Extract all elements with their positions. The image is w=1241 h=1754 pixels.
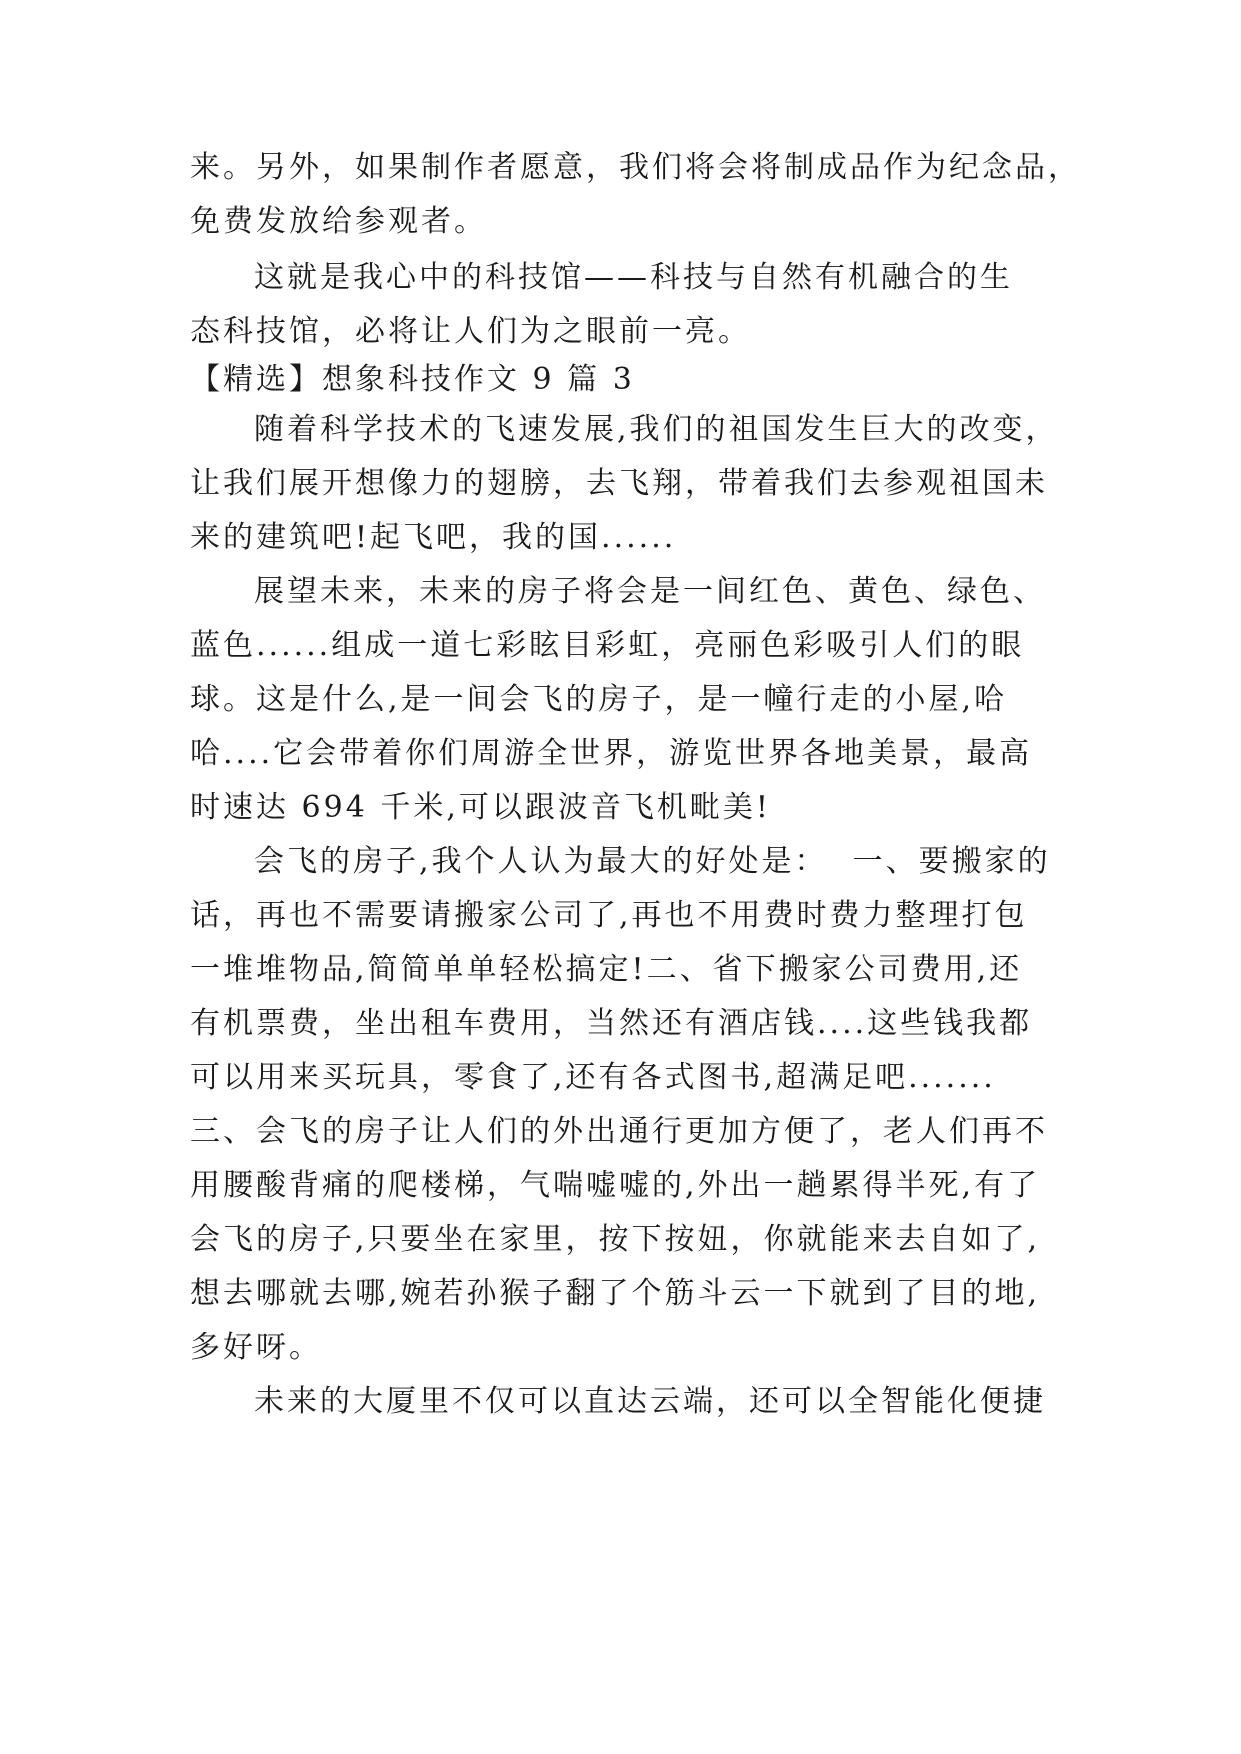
text-line: 多好呀。 bbox=[190, 1330, 322, 1365]
text-line: 蓝色......组成一道七彩眩目彩虹，亮丽色彩吸引人们的眼 bbox=[190, 628, 1025, 663]
paragraph-first-line: 会飞的房子,我个人认为最大的好处是： 一、要搬家的 bbox=[254, 844, 1051, 879]
text-line: 可以用来买玩具，零食了,还有各式图书,超满足吧....... bbox=[190, 1060, 996, 1095]
text-line: 会飞的房子,只要坐在家里，按下按妞，你就能来去自如了, bbox=[190, 1222, 1041, 1257]
text-line: 让我们展开想像力的翅膀，去飞翔，带着我们去参观祖国未 bbox=[190, 466, 1048, 501]
text-line: 话，再也不需要请搬家公司了,再也不用费时费力整理打包 bbox=[190, 898, 1028, 933]
paragraph-first-line: 这就是我心中的科技馆——科技与自然有机融合的生 bbox=[254, 260, 1013, 295]
paragraph-first-line: 未来的大厦里不仅可以直达云端，还可以全智能化便捷 bbox=[254, 1384, 1046, 1419]
paragraph-first-line: 展望未来，未来的房子将会是一间红色、黄色、绿色、 bbox=[254, 574, 1046, 609]
text-line: 来。另外，如果制作者愿意，我们将会将制成品作为纪念品， bbox=[190, 150, 1081, 185]
section-heading: 【精选】想象科技作文 9 篇 3 bbox=[190, 362, 635, 397]
text-line: 用腰酸背痛的爬楼梯，气喘嘘嘘的,外出一趟累得半死,有了 bbox=[190, 1168, 1041, 1203]
text-line: 三、会飞的房子让人们的外出通行更加方便了，老人们再不 bbox=[190, 1114, 1048, 1149]
text-line: 球。这是什么,是一间会飞的房子，是一幢行走的小屋,哈 bbox=[190, 682, 1008, 717]
text-line: 免费发放给参观者。 bbox=[190, 204, 487, 239]
text-line: 来的建筑吧!起飞吧，我的国...... bbox=[190, 520, 677, 555]
text-line: 一堆堆物品,简简单单轻松搞定!二、省下搬家公司费用,还 bbox=[190, 952, 1023, 987]
text-line: 哈....它会带着你们周游全世界，游览世界各地美景，最高 bbox=[190, 736, 1033, 771]
text-line: 态科技馆，必将让人们为之眼前一亮。 bbox=[190, 314, 751, 349]
text-line: 想去哪就去哪,婉若孙猴子翻了个筋斗云一下就到了目的地, bbox=[190, 1276, 1041, 1311]
paragraph-first-line: 随着科学技术的飞速发展,我们的祖国发生巨大的改变， bbox=[254, 412, 1059, 447]
text-line: 有机票费，坐出租车费用，当然还有酒店钱....这些钱我都 bbox=[190, 1006, 1033, 1041]
text-line: 时速达 694 千米,可以跟波音飞机毗美! bbox=[190, 790, 771, 825]
